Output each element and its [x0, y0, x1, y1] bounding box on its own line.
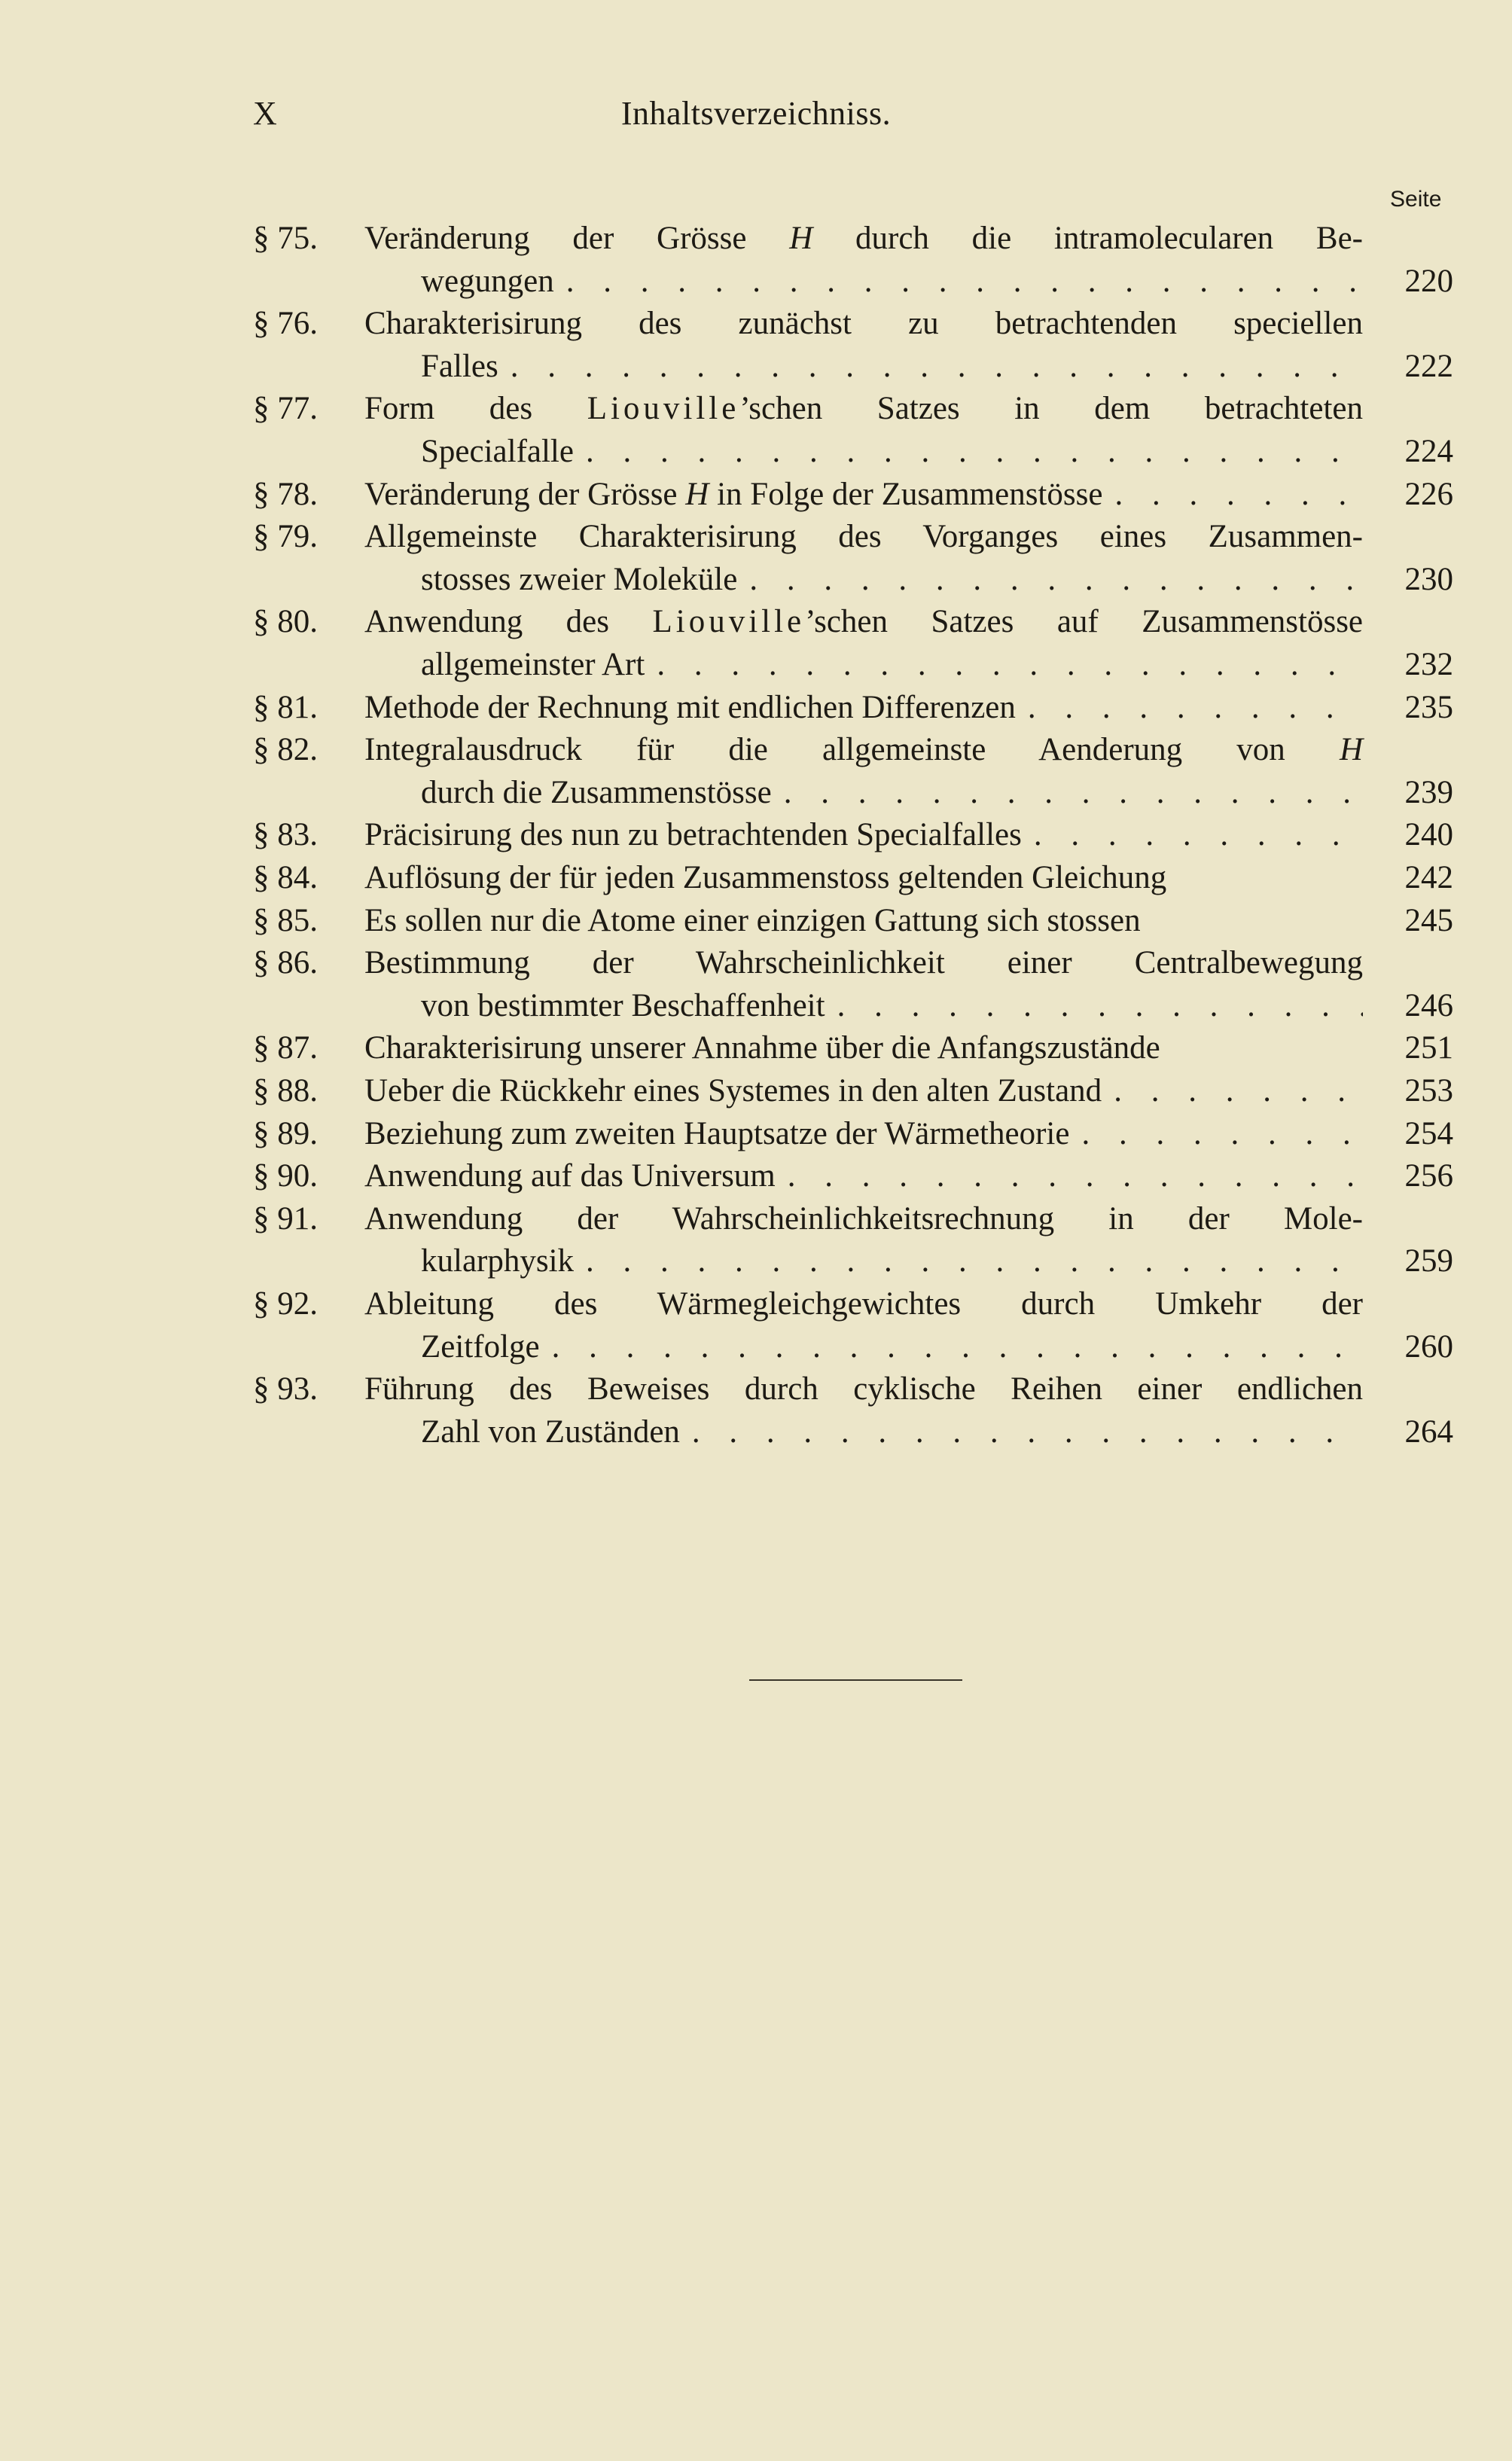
text-segment: Bestimmung der Wahrscheinlichkeit einer Centralbewegung: [364, 945, 1363, 981]
entry-title-text: [364, 306, 1363, 341]
text-segment: von bestimmter Beschaffenheit: [421, 987, 825, 1023]
dot-leader: [645, 644, 1363, 686]
text-segment: Allgemeinste Charakterisirung des Vorganges eines Zusammen-: [364, 519, 1363, 555]
page-reference: 224: [1404, 434, 1453, 469]
text-segment: Präcisirung des nun zu betrachtenden Specialfalles: [364, 817, 1022, 853]
entry-title-text: [364, 474, 1102, 516]
entry-title-text: [421, 431, 574, 473]
text-segment: Specialfalle: [421, 434, 574, 469]
entry-title: [364, 1198, 1363, 1240]
entry-title: [364, 900, 1363, 942]
entry-title: [421, 985, 1363, 1027]
text-segment: durch die Zusammenstösse: [421, 774, 772, 810]
text-segment: Falles: [421, 348, 498, 384]
section-number: § 82.: [253, 732, 318, 768]
page-reference: 222: [1404, 348, 1453, 384]
text-segment: Charakterisirung des zunächst zu betrachtenden speciellen: [364, 306, 1363, 342]
section-number: § 78.: [253, 476, 318, 512]
entry-title-text: [364, 857, 1166, 899]
entry-title-text: [421, 1326, 540, 1368]
entry-title: [364, 857, 1363, 899]
spaced-name: Liouville: [652, 604, 806, 640]
entry-title-text: [364, 945, 1363, 980]
entry-title-text: [421, 772, 772, 814]
page-reference: 226: [1404, 476, 1453, 512]
entry-title-text: [421, 559, 737, 601]
page-reference: 251: [1404, 1030, 1453, 1066]
text-segment: Beziehung zum zweiten Hauptsatze der Wärmetheorie: [364, 1115, 1070, 1151]
entry-title-text: [364, 900, 1141, 942]
section-number: § 92.: [253, 1286, 318, 1322]
entry-title-text: [421, 1411, 680, 1453]
page-reference: 245: [1404, 902, 1453, 938]
entry-title-text: [421, 261, 554, 303]
entry-title: [421, 1411, 1363, 1453]
text-segment: Anwendung auf das Universum: [364, 1158, 776, 1194]
text-segment: Integralausdruck für die allgemeinste Aenderung von: [364, 732, 1340, 768]
text-segment: in Folge der Zusammenstösse: [709, 476, 1103, 512]
entry-title: [364, 516, 1363, 558]
entry-title-text: [364, 604, 1363, 639]
section-number: § 79.: [253, 519, 318, 555]
page-reference: 239: [1404, 774, 1453, 810]
dot-leader: [1069, 1113, 1363, 1155]
entry-title: [364, 218, 1363, 260]
section-number: § 87.: [253, 1030, 318, 1066]
entry-title: [364, 1070, 1363, 1112]
entry-title-text: [364, 1201, 1363, 1237]
dot-leader: [825, 985, 1363, 1027]
entry-title: [364, 942, 1363, 984]
section-number: § 80.: [253, 604, 318, 640]
spaced-name: Liouville: [587, 391, 740, 427]
page-reference: 264: [1404, 1413, 1453, 1450]
section-number: § 76.: [253, 306, 318, 342]
italic-symbol: H: [789, 221, 813, 256]
dot-leader: [772, 772, 1363, 814]
entry-title-text: [364, 221, 1363, 256]
dot-leader: [1102, 474, 1363, 516]
dot-leader: [1022, 814, 1363, 856]
section-number: § 90.: [253, 1158, 318, 1194]
dot-leader: [776, 1155, 1363, 1197]
entry-title: [421, 644, 1363, 686]
text-segment: Veränderung der Grösse: [364, 221, 790, 256]
section-number: § 83.: [253, 817, 318, 853]
italic-symbol: H: [1339, 732, 1363, 768]
italic-symbol: H: [685, 476, 709, 512]
section-number: § 86.: [253, 945, 318, 981]
text-segment: kularphysik: [421, 1243, 575, 1279]
section-number: § 93.: [253, 1371, 318, 1407]
page-reference: 232: [1404, 647, 1453, 682]
text-segment: Zahl von Zuständen: [421, 1413, 680, 1450]
entry-title: [421, 431, 1363, 473]
section-number: § 91.: [253, 1200, 318, 1237]
section-number: § 77.: [253, 391, 318, 427]
entry-title-text: [421, 644, 645, 686]
text-segment: Ueber die Rückkehr eines Systemes in den alten Zustand: [364, 1073, 1102, 1109]
dot-leader: [737, 559, 1363, 601]
dot-leader: [1102, 1070, 1363, 1112]
entry-title-text: [364, 732, 1363, 767]
entry-title-text: [364, 1155, 776, 1197]
entry-title: [364, 388, 1363, 430]
page-reference: 254: [1404, 1115, 1453, 1151]
entry-title: [421, 772, 1363, 814]
entry-title: [421, 261, 1363, 303]
entry-title: [421, 1240, 1363, 1282]
entry-title-text: [364, 1286, 1363, 1322]
page-reference: 242: [1404, 860, 1453, 895]
entry-title: [364, 814, 1363, 856]
entry-title: [364, 474, 1363, 516]
page-reference: 260: [1404, 1328, 1453, 1365]
dot-leader: [574, 1240, 1363, 1282]
page-reference: 230: [1404, 561, 1453, 597]
section-number: § 89.: [253, 1115, 318, 1151]
dot-leader: [680, 1411, 1363, 1453]
text-segment: Anwendung des: [364, 604, 653, 640]
page-reference: 235: [1404, 689, 1453, 725]
entry-title: [364, 729, 1363, 771]
entry-title-text: [364, 814, 1022, 856]
dot-leader: [498, 346, 1363, 388]
page-reference: 259: [1404, 1243, 1453, 1279]
end-rule: [749, 1679, 962, 1681]
page-column-label: Seite: [1390, 187, 1442, 212]
page-number: X: [253, 95, 277, 132]
text-segment: ’schen Satzes auf Zusammenstösse: [805, 604, 1364, 640]
text-segment: Ableitung des Wärmegleichgewichtes durch Umkehr der: [364, 1286, 1363, 1322]
entry-title-text: [421, 985, 825, 1027]
dot-leader: [540, 1326, 1363, 1368]
section-number: § 81.: [253, 689, 318, 725]
text-segment: Methode der Rechnung mit endlichen Differenzen: [364, 689, 1016, 725]
running-head-title: Inhaltsverzeichniss.: [620, 95, 892, 132]
page-reference: 246: [1404, 987, 1453, 1023]
entry-title-text: [364, 391, 1363, 426]
page-reference: 220: [1404, 263, 1453, 299]
entry-title: [364, 1027, 1363, 1069]
dot-leader: [574, 431, 1363, 473]
section-number: § 85.: [253, 902, 318, 938]
text-segment: Anwendung der Wahrscheinlichkeitsrechnung in der Mole-: [364, 1200, 1363, 1237]
entry-title: [364, 303, 1363, 345]
entry-title-text: [364, 1070, 1102, 1112]
entry-title-text: [421, 1240, 574, 1282]
entry-title: [421, 346, 1363, 388]
text-segment: durch die intramolecularen Be-: [812, 221, 1363, 256]
text-segment: Charakterisirung unserer Annahme über die Anfangszustände: [364, 1030, 1160, 1066]
entry-title: [364, 1368, 1363, 1410]
dot-leader: [554, 261, 1363, 303]
dot-leader: [1016, 687, 1363, 729]
page-reference: 240: [1404, 817, 1453, 853]
text-segment: ’schen Satzes in dem betrachteten: [739, 391, 1363, 427]
entry-title: [364, 687, 1363, 729]
entry-title-text: [364, 687, 1016, 729]
text-segment: wegungen: [421, 263, 554, 299]
entry-title: [364, 601, 1363, 643]
text-segment: Auflösung der für jeden Zusammenstoss geltenden Gleichung: [364, 860, 1167, 895]
text-segment: Zeitfolge: [421, 1328, 540, 1365]
entry-title: [421, 559, 1363, 601]
text-segment: Es sollen nur die Atome einer einzigen Gattung sich stossen: [364, 902, 1141, 938]
entry-title: [364, 1113, 1363, 1155]
entry-title-text: [364, 519, 1363, 554]
section-number: § 75.: [253, 221, 318, 256]
entry-title-text: [364, 1027, 1160, 1069]
entry-title: [364, 1155, 1363, 1197]
entry-title: [364, 1283, 1363, 1325]
text-segment: stosses zweier Moleküle: [421, 561, 738, 597]
text-segment: Form des: [364, 391, 587, 427]
text-segment: Führung des Beweises durch cyklische Reihen einer endlichen: [364, 1371, 1363, 1407]
entry-title-text: [364, 1371, 1363, 1407]
text-segment: Veränderung der Grösse: [364, 476, 686, 512]
entry-title: [421, 1326, 1363, 1368]
page-reference: 256: [1404, 1158, 1453, 1194]
section-number: § 88.: [253, 1073, 318, 1109]
entry-title-text: [421, 346, 498, 388]
text-segment: allgemeinster Art: [421, 647, 645, 682]
entry-title-text: [364, 1113, 1069, 1155]
section-number: § 84.: [253, 860, 318, 895]
page-reference: 253: [1404, 1073, 1453, 1109]
